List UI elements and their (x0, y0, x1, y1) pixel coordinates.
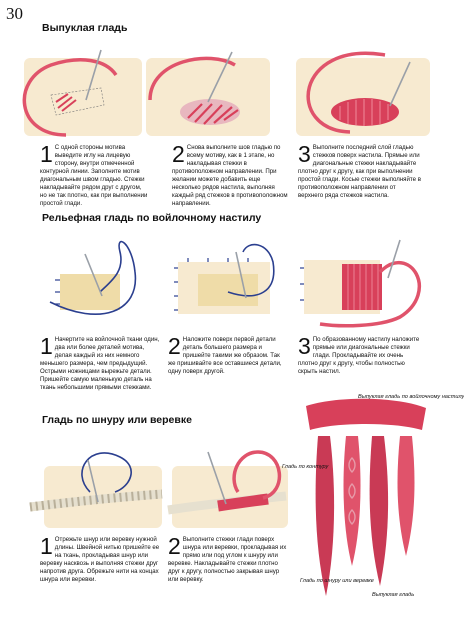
pendant-4 (398, 436, 415, 556)
section-title-felt-padding: Рельефная гладь по войлочному настилу (42, 212, 262, 224)
section-title-cord-satin: Гладь по шнуру или веревке (42, 414, 192, 426)
label-raised-satin: Выпуклая гладь по войлочному настилу (358, 394, 464, 400)
illustration-padded-step-2 (140, 40, 280, 140)
step-padded-1: 1 С одной стороны мотива выведите иглу на лицевую сторону, внутри отмеченной контурной линии. Заполните мотив диагональным швом гладью. Стежки накладывайте рядом друг с другом, но не так плотно, как при выполнении простой глади. (40, 141, 148, 208)
pendant-2 (344, 436, 361, 566)
padding-base (180, 99, 240, 125)
illustration-padded-step-1 (6, 40, 146, 140)
page-number: 30 (6, 4, 23, 23)
label-cord-satin: Гладь по шнуру или веревке (300, 578, 374, 584)
illustration-felt-step-1 (40, 232, 155, 332)
section-title-padded-satin: Выпуклая гладь (42, 22, 128, 34)
illustration-felt-step-3 (300, 232, 435, 332)
step-padded-2: 2 Снова выполните шов гладью по всему мотиву, как в 1 этапе, но накладывая стежки в противоположном направлении. При желании можете добавить еще несколько рядов настила, выполняя каждый ряд стежков в противоположном направлении. (172, 141, 288, 208)
illustration-padded-step-3 (290, 40, 435, 140)
step-felt-1: 1 Начертите на войлочной ткани один, два или более деталей мотива, делая каждый из них немного меньшего размера, чем предыдущий. Острыми ножницами вырежьте детали. Пришейте самую маленькую деталь на ткань небольшими прямыми стежками. (40, 333, 160, 392)
illustration-felt-step-2 (168, 232, 288, 332)
label-outline-satin: Гладь по контуру (282, 464, 329, 470)
felt-small (198, 274, 258, 306)
needle (388, 240, 400, 278)
step-cord-2: 2 Выполните стежки глади поверх шнура или веревки, прокладывая их прямо или под углом к шнуру или веревке. Накладывайте стежки плотно друг к другу, полностью закрывая шнур или веревку. (168, 533, 287, 584)
raised-band (306, 399, 426, 430)
finished-motif (331, 98, 399, 126)
label-padded-satin: Выпуклая гладь (372, 592, 415, 598)
step-felt-2: 2 Наложите поверх первой детали деталь большего размера и пришейте такими же образом. Так же пришивайте все оставшиеся детали, одну поверх другой. (168, 333, 282, 376)
step-cord-1: 1 Отрежьте шнур или веревку нужной длины. Швейной нитью пришейте ее на ткань, прокладывая шнур или веревку насквозь и выполняя стежки друг напротив друга. Обрежьте нити на концах шнура или веревки. (40, 533, 160, 584)
step-felt-3: 3 По образованному настилу наложите прямые или диагональные стежки глади. Прокладывайте их очень плотно друг к другу, чтобы полностью скрыть настил. (298, 333, 420, 376)
illustration-cord-step-1 (30, 432, 165, 532)
pendant-3 (370, 436, 388, 586)
step-padded-3: 3 Выполните последний слой гладью стежков поверх настила. Прямые или диагональные стежки накладывайте плотно друг к другу, как при выполнении простой глади. Косые стежки выполняйте в противоположном направлении от верхнего ряда стежков настила. (298, 141, 421, 200)
illustration-cord-step-2 (168, 432, 293, 532)
pendant-1 (316, 436, 334, 596)
felt-piece (60, 274, 120, 310)
